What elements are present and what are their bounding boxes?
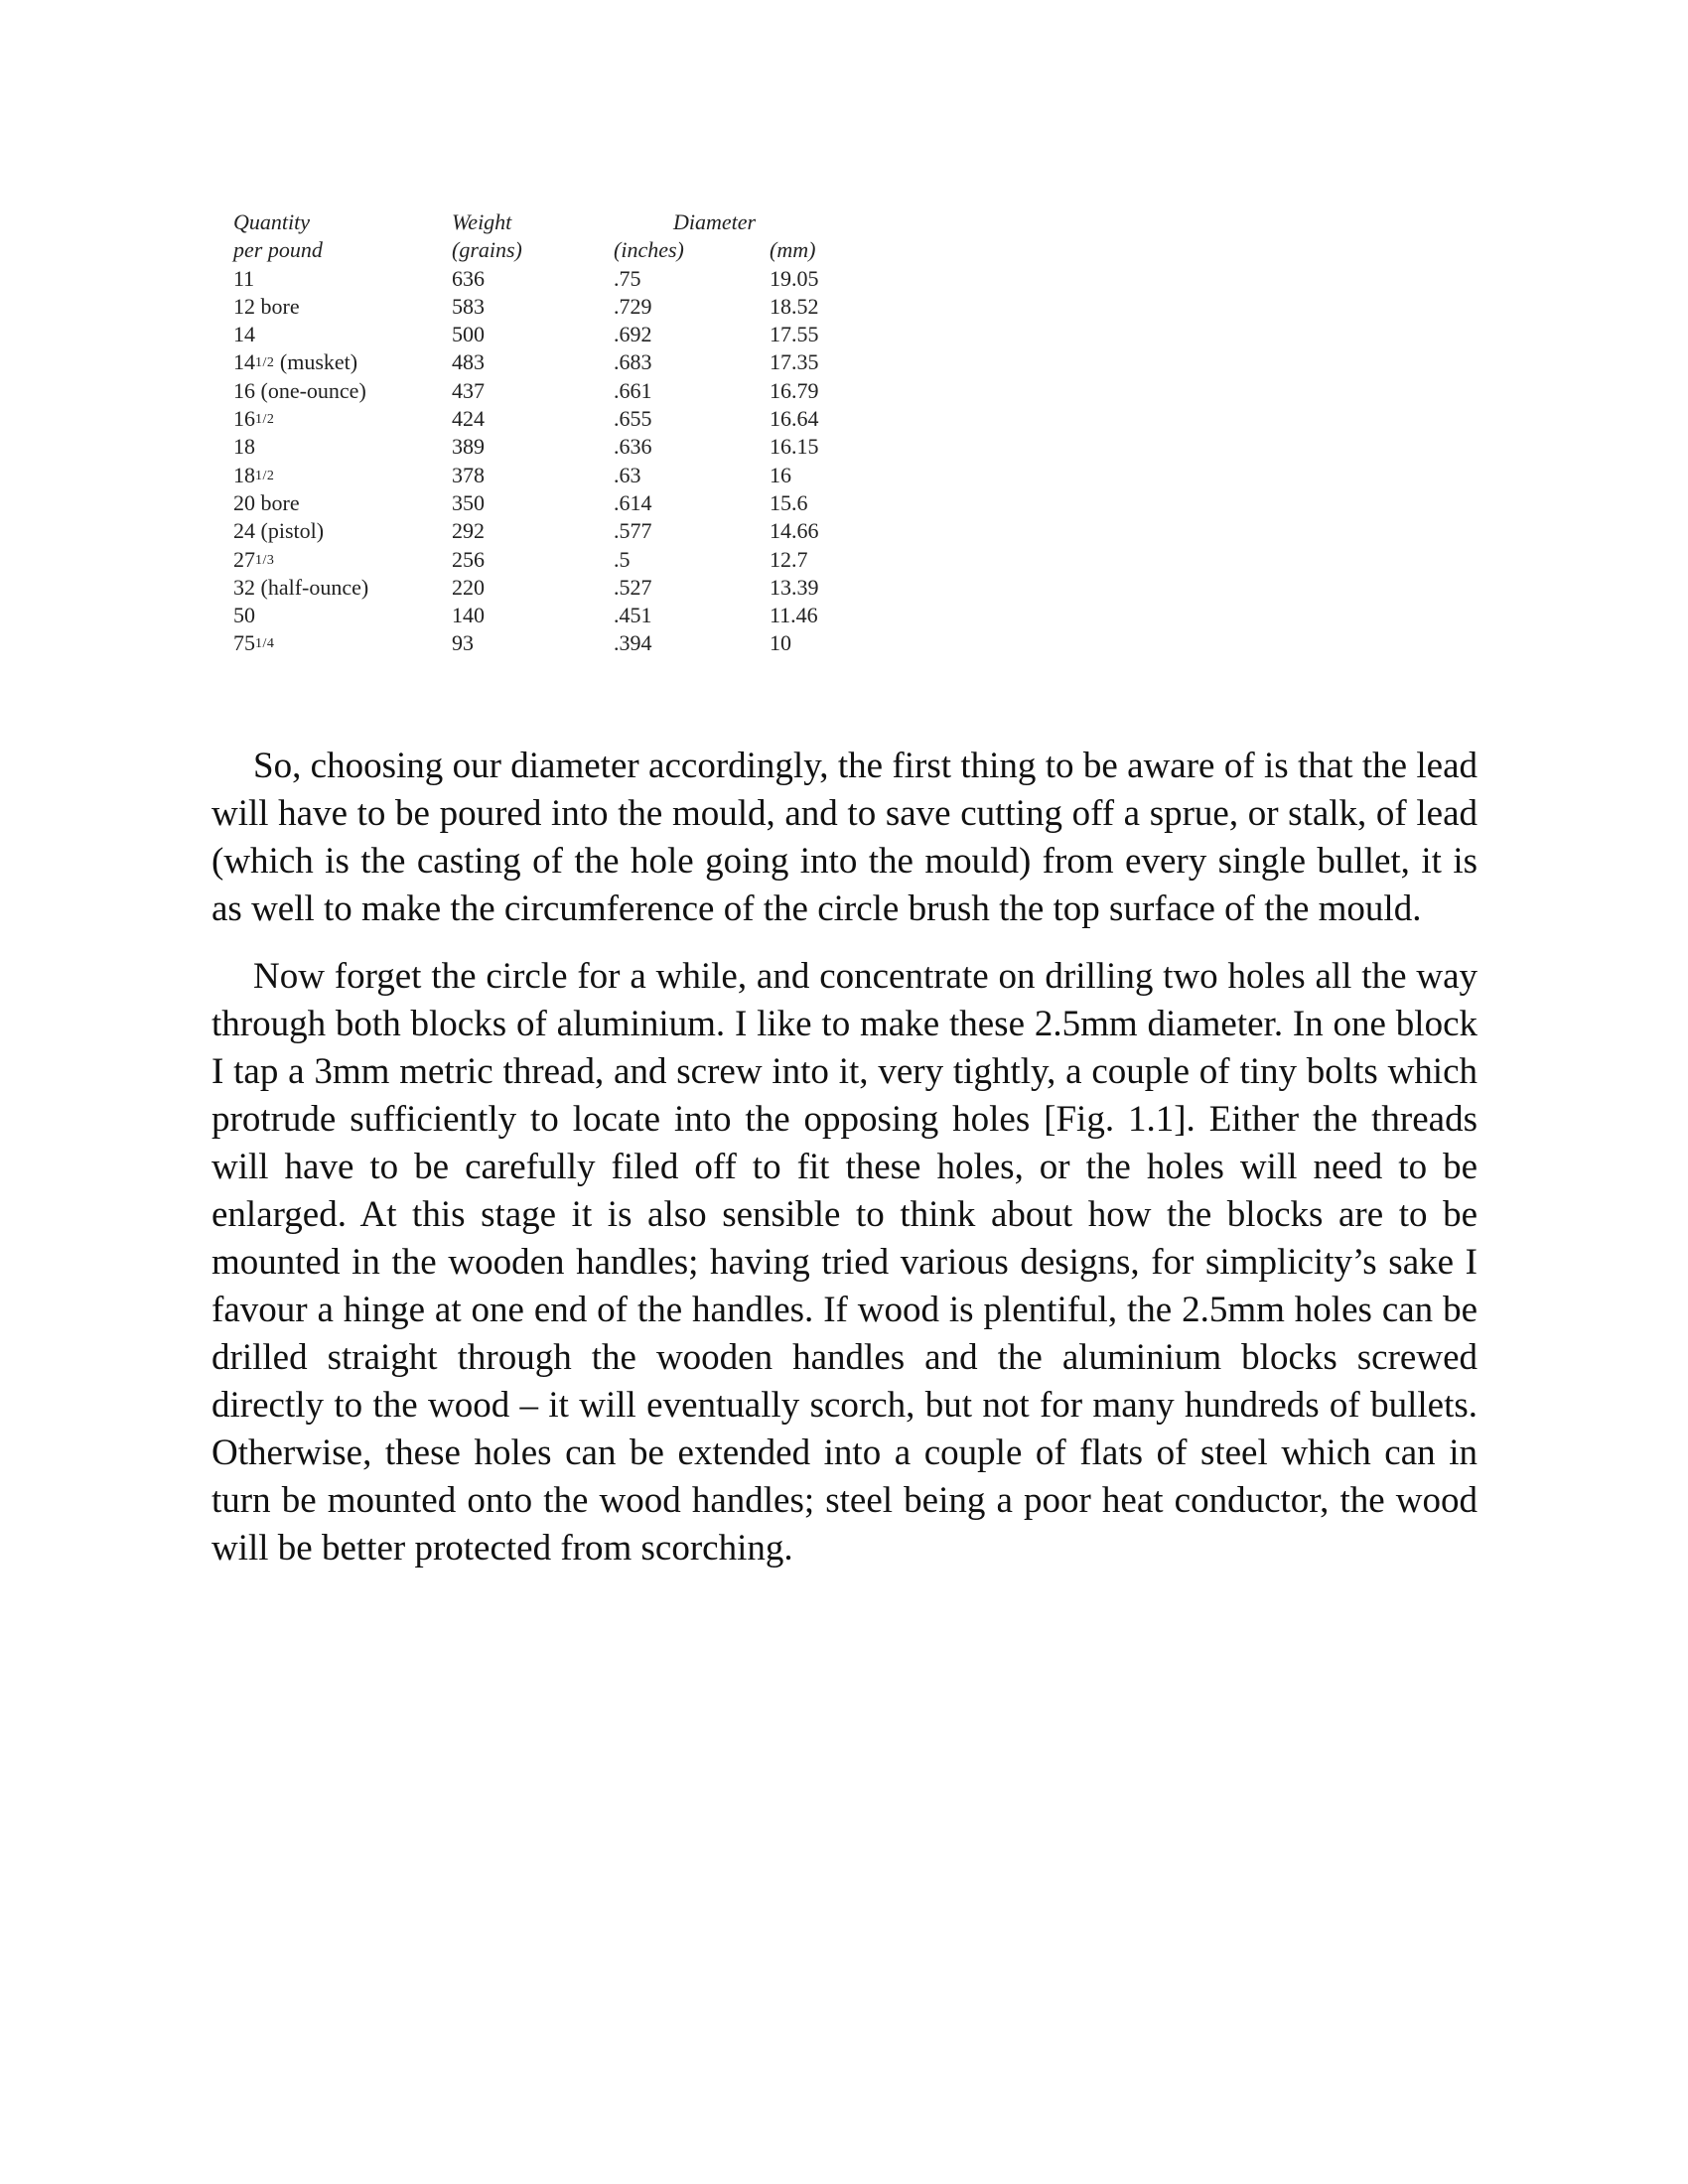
cell-inches: .63 — [614, 462, 641, 487]
cell-weight: 350 — [452, 489, 485, 515]
table-row — [233, 293, 869, 321]
cell-weight: 256 — [452, 546, 485, 572]
header-per-pound: per pound — [233, 237, 323, 263]
cell-weight: 583 — [452, 293, 485, 319]
table-row — [233, 405, 869, 433]
cell-mm: 16.79 — [770, 377, 819, 403]
header-mm: (mm) — [770, 237, 816, 263]
cell-mm: 17.55 — [770, 322, 819, 347]
cell-quantity: 32 (half-ounce) — [233, 574, 369, 600]
cell-weight: 500 — [452, 322, 485, 347]
cell-inches: .577 — [614, 518, 652, 544]
table-row — [233, 517, 869, 545]
header-quantity: Quantity — [233, 209, 310, 234]
fraction: 1/4 — [255, 636, 275, 652]
cell-mm: 10 — [770, 630, 791, 656]
cell-quantity: 24 (pistol) — [233, 518, 325, 544]
fraction: 1/2 — [255, 412, 275, 428]
fraction: 1/2 — [255, 468, 275, 483]
cell-weight: 437 — [452, 377, 485, 403]
table-body — [233, 265, 869, 658]
table-row — [233, 629, 869, 657]
table-row — [233, 433, 869, 461]
cell-weight: 140 — [452, 603, 485, 628]
cell-quantity: 50 — [233, 603, 255, 628]
fraction: 1/3 — [255, 552, 275, 568]
cell-mm: 18.52 — [770, 293, 819, 319]
header-inches: (inches) — [614, 237, 684, 263]
cell-inches: .394 — [614, 630, 652, 656]
body-text — [211, 743, 1477, 1592]
header-diameter: Diameter — [673, 209, 757, 234]
cell-weight: 636 — [452, 265, 485, 291]
table-header-row-2 — [233, 236, 869, 264]
cell-mm: 16 — [770, 462, 791, 487]
cell-quantity: 751/4 — [233, 630, 275, 656]
cell-mm: 19.05 — [770, 265, 819, 291]
cell-weight: 378 — [452, 462, 485, 487]
table-row — [233, 602, 869, 629]
cell-quantity: 141/2 (musket) — [233, 349, 358, 375]
cell-weight: 483 — [452, 349, 485, 375]
cell-mm: 17.35 — [770, 349, 819, 375]
cell-mm: 15.6 — [770, 489, 808, 515]
table-row — [233, 321, 869, 348]
cell-weight: 220 — [452, 574, 485, 600]
cell-quantity: 16 (one-ounce) — [233, 377, 366, 403]
table-row — [233, 462, 869, 489]
cell-quantity: 11 — [233, 265, 255, 291]
cell-inches: .5 — [614, 546, 631, 572]
cell-inches: .75 — [614, 265, 641, 291]
cell-weight: 93 — [452, 630, 474, 656]
cell-inches: .692 — [614, 322, 652, 347]
cell-quantity: 271/3 — [233, 546, 275, 572]
header-weight: Weight — [452, 209, 512, 234]
cell-quantity: 14 — [233, 322, 255, 347]
cell-inches: .527 — [614, 574, 652, 600]
cell-quantity: 161/2 — [233, 406, 275, 432]
cell-inches: .729 — [614, 293, 652, 319]
cell-quantity: 20 bore — [233, 489, 300, 515]
cell-weight: 292 — [452, 518, 485, 544]
cell-inches: .451 — [614, 603, 652, 628]
cell-mm: 12.7 — [770, 546, 808, 572]
cell-inches: .655 — [614, 406, 652, 432]
table-header-row-1 — [233, 208, 869, 236]
table-row — [233, 489, 869, 517]
cell-quantity: 12 bore — [233, 293, 300, 319]
table-row — [233, 348, 869, 376]
cell-mm: 11.46 — [770, 603, 818, 628]
header-grains: (grains) — [452, 237, 522, 263]
paragraph: Now forget the circle for a while, and concentrate on drilling two holes all the way through both blocks of aluminium. I like to make these 2.5mm diameter. In one block I tap a 3mm metric thread, and screw into it, very tightly, a couple of tiny bolts which protrude sufficiently to locate into the opposing holes [Fig. 1.1]. Either the threads will have to be carefully filed off to fit these holes, or the holes will need to be enlarged. At this stage it is also sensible to think about how the blocks are to be mounted in the wooden handles; having tried various designs, for simplicity’s sake I favour a hinge at one end of the handles. If wood is plentiful, the 2.5mm holes can be drilled straight through the wooden handles and the aluminium blocks screwed directly to the wood – it will eventually scorch, but not for many hundreds of bullets. Otherwise, these holes can be extended into a couple of flats of steel which can in turn be mounted onto the wood handles; steel being a poor heat conductor, the wood will be better protected from scorching. — [211, 956, 1477, 1569]
paragraph: So, choosing our diameter accordingly, the first thing to be aware of is that the lead will have to be poured into the mould, and to save cutting off a sprue, or stalk, of lead (which is the casting of the hole going into the mould) from every single bullet, it is as well to make the circumference of the circle brush the top surface of the mould. — [211, 746, 1477, 929]
table-row — [233, 574, 869, 602]
cell-quantity: 18 — [233, 434, 255, 460]
cell-inches: .636 — [614, 434, 652, 460]
fraction: 1/2 — [255, 355, 275, 371]
cell-mm: 13.39 — [770, 574, 819, 600]
cell-mm: 16.64 — [770, 406, 819, 432]
table-row — [233, 265, 869, 293]
cell-weight: 389 — [452, 434, 485, 460]
table-row — [233, 377, 869, 405]
cell-mm: 14.66 — [770, 518, 819, 544]
cell-quantity: 181/2 — [233, 462, 275, 487]
cell-weight: 424 — [452, 406, 485, 432]
bullet-size-table — [233, 208, 869, 658]
table-row — [233, 546, 869, 574]
cell-inches: .661 — [614, 377, 652, 403]
cell-inches: .683 — [614, 349, 652, 375]
cell-inches: .614 — [614, 489, 652, 515]
cell-mm: 16.15 — [770, 434, 819, 460]
